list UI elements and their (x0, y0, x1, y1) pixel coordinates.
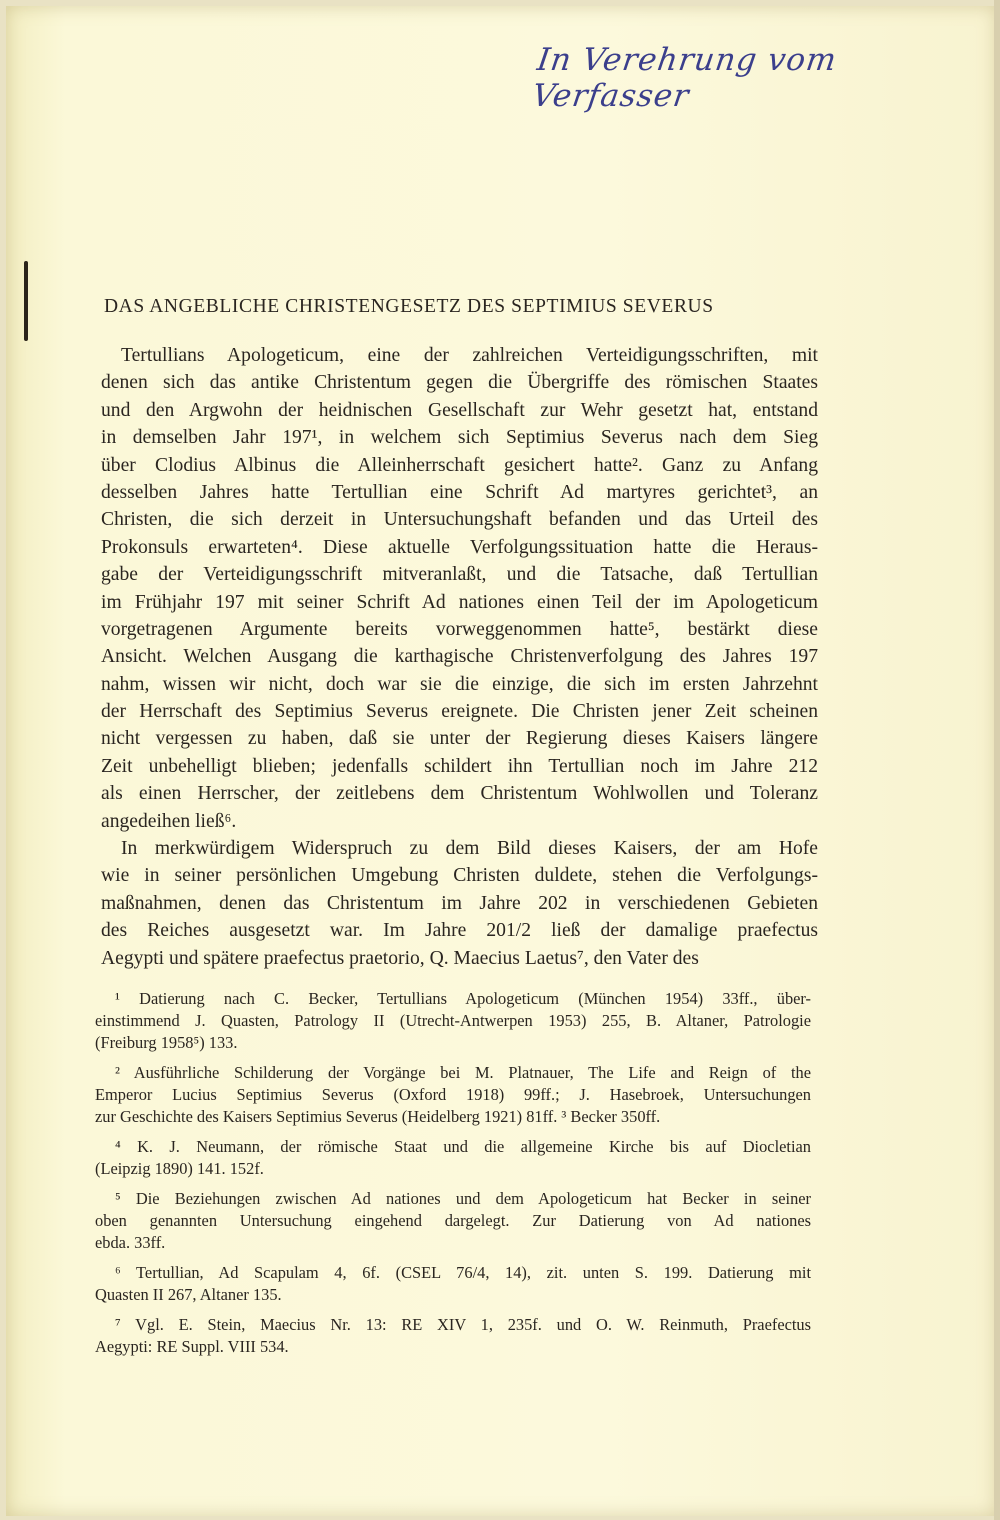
body-line: In merkwürdigem Widerspruch zu dem Bild dieses Kaisers, der am Hofe (121, 838, 818, 860)
handwritten-dedication: In Verehrung vom Verfasser (529, 42, 840, 114)
body-line: der Herrschaft des Septimius Severus ereignete. Die Christen jener Zeit scheinen (101, 701, 818, 723)
body-line: als einen Herrscher, der zeitlebens dem Christentum Wohlwollen und Toleranz (101, 783, 818, 805)
footnote-gap (95, 1128, 811, 1136)
body-line: Aegypti und spätere praefectus praetorio, Q. Maecius Laetus⁷, den Vater des (101, 947, 699, 969)
binding-mark (24, 261, 28, 341)
footnote-line: (Freiburg 1958⁵) 133. (95, 1033, 238, 1052)
footnotes (95, 988, 811, 1358)
body-line: nicht vergessen zu haben, daß sie unter der Regierung dieses Kaisers längere (101, 728, 818, 750)
footnote-line: ² Ausführliche Schilderung der Vorgänge bei M. Platnauer, The Life and Reign of the (115, 1063, 811, 1082)
body-line: Tertullians Apologeticum, eine der zahlreichen Verteidigungsschriften, mit (121, 345, 818, 366)
body-line: und den Argwohn der heidnischen Gesellschaft zur Wehr gesetzt hat, entstand (101, 399, 818, 421)
footnote-line: zur Geschichte des Kaisers Septimius Severus (Heidelberg 1921) 81ff. ³ Becker 350ff. (95, 1107, 661, 1126)
footnote-line: ⁷ Vgl. E. Stein, Maecius Nr. 13: RE XIV 1, 235f. und O. W. Reinmuth, Praefectus (115, 1315, 811, 1334)
body-line: angedeihen ließ⁶. (101, 810, 237, 832)
footnote-line: ebda. 33ff. (95, 1233, 166, 1252)
body-line: Prokonsuls erwarteten⁴. Diese aktuelle Verfolgungssituation hatte die Heraus- (101, 536, 818, 558)
footnote-line: Aegypti: RE Suppl. VIII 534. (95, 1337, 289, 1356)
body-line: gabe der Verteidigungsschrift mitveranlaßt, und die Tatsache, daß Tertullian (101, 564, 818, 586)
footnote-line: (Leipzig 1890) 141. 152f. (95, 1159, 264, 1178)
body-line: Zeit unbehelligt blieben; jedenfalls schildert ihn Tertullian noch im Jahre 212 (101, 755, 818, 777)
body-line: maßnahmen, denen das Christentum im Jahre 202 in verschiedenen Gebieten (101, 892, 818, 914)
footnote-line: einstimmend J. Quasten, Patrology II (Utrecht-Antwerpen 1953) 255, B. Altaner, Patrologie (95, 1011, 811, 1030)
footnote-line: ¹ Datierung nach C. Becker, Tertullians Apologeticum (München 1954) 33ff., über- (115, 989, 811, 1008)
body-line: desselben Jahres hatte Tertullian eine Schrift Ad martyres gerichtet³, an (101, 481, 818, 503)
footnote-line: Quasten II 267, Altaner 135. (95, 1285, 282, 1304)
footnote-gap (95, 1180, 811, 1188)
body-line: in demselben Jahr 197¹, in welchem sich Septimius Severus nach dem Sieg (101, 427, 818, 449)
footnote-gap (95, 1054, 811, 1062)
body-line: Christen, die sich derzeit in Untersuchungshaft befanden und das Urteil des (101, 509, 818, 531)
footnote-line: Emperor Lucius Septimius Severus (Oxford 1918) 99ff.; J. Hasebroek, Untersuchungen (95, 1085, 811, 1104)
body-line: des Reiches ausgesetzt war. Im Jahre 201/2 ließ der damalige praefectus (101, 920, 818, 942)
footnote-line: ⁴ K. J. Neumann, der römische Staat und die allgemeine Kirche bis auf Diocletian (115, 1137, 811, 1156)
article-body (101, 342, 818, 972)
body-line: Ansicht. Welchen Ausgang die karthagische Christenverfolgung des Jahres 197 (101, 646, 818, 668)
page-edge (994, 0, 1000, 1520)
body-line: nahm, wissen wir nicht, doch war sie die einzige, die sich im ersten Jahrzehnt (101, 673, 818, 695)
footnote-line: ⁵ Die Beziehungen zwischen Ad nationes und dem Apologeticum hat Becker in seiner (115, 1189, 811, 1208)
body-line: im Frühjahr 197 mit seiner Schrift Ad nationes einen Teil der im Apologeticum (101, 591, 818, 613)
body-line: über Clodius Albinus die Alleinherrschaft gesichert hatte². Ganz zu Anfang (101, 454, 818, 476)
body-line: wie in seiner persönlichen Umgebung Christen duldete, stehen die Verfolgungs- (101, 865, 818, 887)
body-line: denen sich das antike Christentum gegen die Übergriffe des römischen Staates (101, 372, 818, 394)
footnote-line: oben genannten Untersuchung eingehend dargelegt. Zur Datierung von Ad nationes (95, 1211, 811, 1230)
article-title: DAS ANGEBLICHE CHRISTENGESETZ DES SEPTIMIUS SEVERUS (104, 296, 714, 317)
body-line: vorgetragenen Argumente bereits vorweggenommen hatte⁵, bestärkt diese (101, 618, 818, 640)
footnote-gap (95, 1306, 811, 1314)
footnote-line: ⁶ Tertullian, Ad Scapulam 4, 6f. (CSEL 76/4, 14), zit. unten S. 199. Datierung mit (115, 1263, 811, 1282)
footnote-gap (95, 1254, 811, 1262)
